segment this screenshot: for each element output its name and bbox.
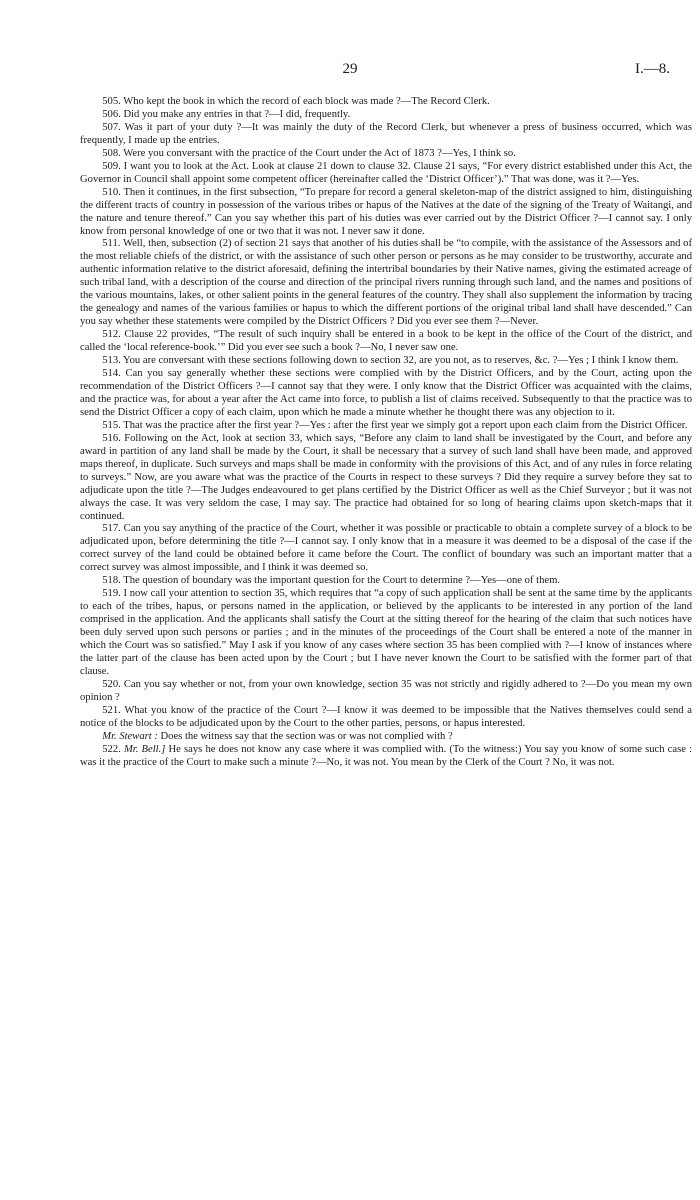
paragraph-514: 514. Can you say generally whether these sections were complied with by the District Officers, and by the Court, acting upon the recommendation of the District Officers ?—I cannot say that they were. I only know that the District Officer was acquainted with the claims, and the practice was, for about a year after the Act came into force, to publish a list of claims received. Subsequently to that the practice was to send the District Officer a copy of each claim, upon which he made a minute whether he thought there was any objection to it. <box>80 368 692 418</box>
paragraph-513: 513. You are conversant with these sections following down to section 32, are you not, as to reserves, &c. ?—Yes ; I think I know them. <box>102 355 679 367</box>
body-text <box>80 96 692 770</box>
paragraph-521: 521. What you know of the practice of the Court ?—I know it was deemed to be impossible that the Natives themselves could send a notice of the blocks to be adjudicated upon by the Court to the other parties, persons, or hapus interested. <box>80 704 692 729</box>
paragraph-506: 506. Did you make any entries in that ?—I did, frequently. <box>102 108 351 120</box>
paragraph-507: 507. Was it part of your duty ?—It was mainly the duty of the Record Clerk, but whenever a press of business occurred, which was frequently, I made up the entries. <box>80 121 692 146</box>
paragraph-text: Does the witness say that the section was or was not complied with ? <box>157 730 453 742</box>
paragraph-520: 520. Can you say whether or not, from your own knowledge, section 35 was not strictly and rigidly adhered to ?—Do you mean my own opinion ? <box>80 678 692 703</box>
paragraph-505: 505. Who kept the book in which the record of each block was made ?—The Record Clerk. <box>102 96 490 107</box>
paragraph-509: 509. I want you to look at the Act. Look at clause 21 down to clause 32. Clause 21 says, “For every district established under this Act, the Governor in Council shall appoint some competent officer (hereinafter called the ‘District Officer’).” That was done, was it ?—Yes. <box>80 160 692 185</box>
page-number: 29 <box>342 61 358 77</box>
paragraph-522 <box>80 744 692 770</box>
paragraph-512: 512. Clause 22 provides, “The result of such inquiry shall be entered in a book to be kept in the office of the Court of the district, and called the ‘local reference-book.’” Did you ever see such a book ?—No, I never saw one. <box>80 329 692 354</box>
paragraph-511: 511. Well, then, subsection (2) of section 21 says that another of his duties shall be “to compile, with the assistance of the Assessors and of the most reliable chiefs of the district, or with the assistance of such other person or persons as he may consider to be trustworthy, accurate and authentic information relative to the district aforesaid, defining the intertribal boundaries by their Native names, giving the estimated acreage of such tribal land, with a description of the course and direction of the principal rivers running through such land, and the names and positions of the various mountains, lakes, or other salient points in the general features of the country. They shall also supplement the information by tracing the genealogy and names of the various families or hapus to which the different portions of the original tribal land shall have descended.” Can you say whether these statements were compiled by the District Officers ? Did you ever see them ?—Never. <box>80 238 692 328</box>
paragraph-517: 517. Can you say anything of the practice of the Court, whether it was possible or practicable to obtain a complete survey of a block to be adjudicated upon, before determining the title ?—I cannot say. I only know that in a measure it was deemed to be a disposal of the case if the correct survey of the land could be obtained before it came before the Court. The conflict of boundary was such an important matter that a correct survey was almost impossible, and I think it was deemed so. <box>80 523 692 574</box>
document-reference: I.—8. <box>635 61 670 77</box>
paragraph-number: 522. <box>102 743 124 755</box>
paragraph-text: He says he does not know any case where it was complied with. (To the witness:) You say you know of some such case : was it the practice of the Court to make such a minute ?—No, it was not. You mean by the Clerk of the Court ? No, it was not. <box>80 743 693 768</box>
paragraph-516: 516. Following on the Act, look at section 33, which says, “Before any claim to land shall be investigated by the Court, and before any award in partition of any land shall be made by the Court, it shall be necessary that a survey of such land shall have been made, and approved maps thereof, in duplicate. Such surveys and maps shall be made in conformity with the provisions of this Act, and of any rules in force relating to surveys.” Now, are you aware what was the practice of the Courts in respect to these surveys ? Did they require a survey before they sat to adjudicate upon the title ?—The Judges endeavoured to get plans certified by the District Officer as well as the Chief Surveyor ; but it was not always the case. It was very seldom the case, I may say. The practice had obtained for so long of hearing claims upon sketch-maps that it continued. <box>80 432 692 522</box>
speaker-name: Mr. Bell.] <box>123 743 166 755</box>
paragraph-515: 515. That was the practice after the first year ?—Yes : after the first year we simply got a report upon each claim from the District Officer. <box>102 419 688 431</box>
paragraph-510: 510. Then it continues, in the first subsection, “To prepare for record a general skeleton-map of the district assigned to him, distinguishing the different tracts of country in possession of the various tribes or hapus of the Natives at the date of the signing of the Treaty of Waitangi, and the nature and tenure thereof.” Can you say whether this part of his duties was ever carried out by the District Officer ?—I cannot say. I only know from personal knowledge of one or two that it was not. I never saw it done. <box>80 186 692 237</box>
paragraph-508: 508. Were you conversant with the practice of the Court under the Act of 1873 ?—Yes, I think so. <box>102 147 516 159</box>
paragraph-518: 518. The question of boundary was the important question for the Court to determine ?—Yes—one of them. <box>102 575 560 587</box>
paragraph-stewart <box>80 731 692 744</box>
speaker-name: Mr. Stewart : <box>102 730 158 742</box>
paragraph-519: 519. I now call your attention to section 35, which requires that “a copy of such application shall be sent at the same time by the applicants to each of the tribes, hapus, or persons named in the application, or believed by the applicants to be interested in any portion of the land comprised in the application. And the applicants shall satisfy the Court at the sitting thereof for the hearing of the claim that such notices have been duly served upon such persons or parties ; and in the minutes of the proceedings of the Court shall be entered a note of the manner in which the Court was so satisfied.” May I ask if you know of any cases where section 35 has been complied with ?—I know of instances where the latter part of the clause has been acted upon by the Court ; but I have never known the Court to be satisfied with the former part of that clause. <box>80 588 692 677</box>
